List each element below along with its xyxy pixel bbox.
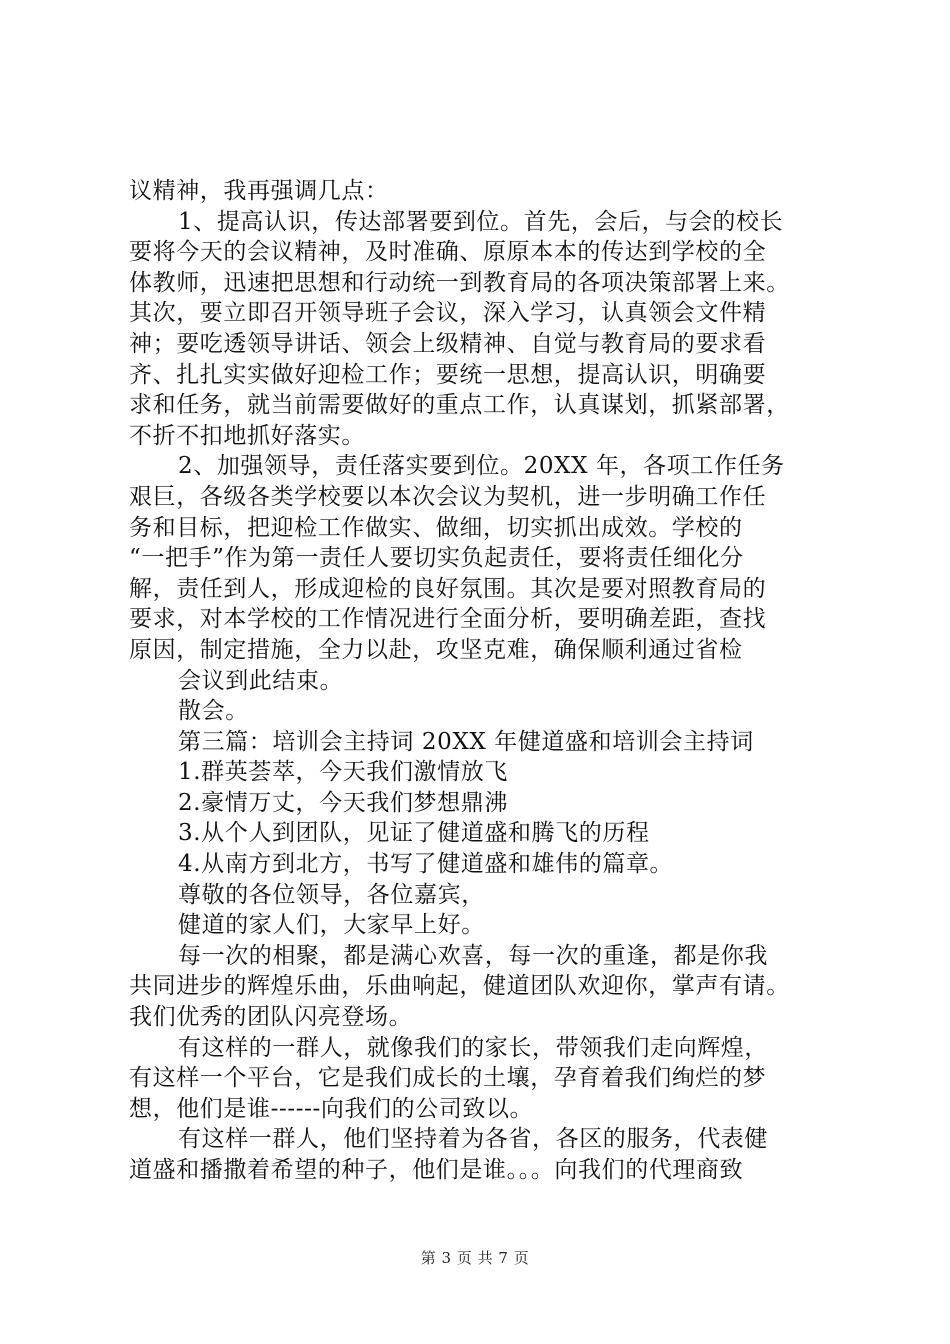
text-line: 议精神，我再强调几点： [129,178,389,204]
text-line: “一把手”作为第一责任人要切实负起责任，要将责任细化分 [129,545,744,572]
text-line: 我们优秀的团队闪亮登场。 [129,1004,413,1031]
text-line: 健道的家人们，大家早上好。 [178,912,485,939]
text-line: 共同进步的辉煌乐曲，乐曲响起，健道团队欢迎你，掌声有请。 [129,973,790,1000]
text-line: 有这样的一群人，就像我们的家长，带领我们走向辉煌， [178,1034,768,1061]
text-line: 散会。 [178,698,249,725]
text-line: 要求，对本学校的工作情况进行全面分析，要明确差距，查找 [129,606,767,633]
text-line: 神；要吃透领导讲话、领会上级精神、自觉与教育局的要求看 [129,330,767,357]
text-line: 2.豪情万丈，今天我们梦想鼎沸 [178,789,508,816]
text-line: 务和目标，把迎检工作做实、做细，切实抓出成效。学校的 [129,514,743,541]
text-line: 会议到此结束。 [178,667,344,694]
text-line: 不折不扣地抓好落实。 [129,422,365,449]
text-line: 3.从个人到团队，见证了健道盛和腾飞的历程 [178,820,650,847]
text-line: 原因，制定措施，全力以赴，攻坚克难，确保顺利通过省检 [129,636,743,663]
text-line: 2、加强领导，责任落实要到位。20XX 年，各项工作任务 [178,453,785,480]
text-line: 艰巨，各级各类学校要以本次会议为契机，进一步明确工作任 [129,483,767,510]
text-line: 1.群英荟萃，今天我们激情放飞 [178,759,508,786]
text-line: 体教师，迅速把思想和行动统一到教育局的各项决策部署上来。 [129,269,790,296]
page-footer: 第 3 页 共 7 页 [420,1249,530,1267]
text-line: 道盛和播撒着希望的种子，他们是谁。。。向我们的代理商致 [129,1157,744,1183]
text-line: 求和任务，就当前需要做好的重点工作，认真谋划，抓紧部署， [129,392,790,419]
text-line: 想，他们是谁------向我们的公司致以。 [129,1095,534,1122]
text-line: 每一次的相聚，都是满心欢喜，每一次的重逢，都是你我 [178,942,768,969]
document-body [129,176,849,1186]
text-line: 第三篇：培训会主持词 20XX 年健道盛和培训会主持词 [178,728,754,755]
text-line: 齐、扎扎实实做好迎检工作；要统一思想，提高认识，明确要 [129,361,767,388]
text-line: 有这样一个平台，它是我们成长的土壤，孕育着我们绚烂的梦 [129,1065,767,1092]
text-line: 有这样一群人，他们坚持着为各省，各区的服务，代表健 [178,1126,768,1153]
text-line: 4.从南方到北方，书写了健道盛和雄伟的篇章。 [178,851,674,878]
text-line: 要将今天的会议精神，及时准确、原原本本的传达到学校的全 [129,239,767,266]
text-line: 1、提高认识，传达部署要到位。首先，会后，与会的校长 [178,208,784,235]
text-line: 尊敬的各位领导，各位嘉宾， [178,881,485,908]
text-line: 解，责任到人，形成迎检的良好氛围。其次是要对照教育局的 [129,575,767,602]
text-line: 其次，要立即召开领导班子会议，深入学习，认真领会文件精 [129,300,767,327]
